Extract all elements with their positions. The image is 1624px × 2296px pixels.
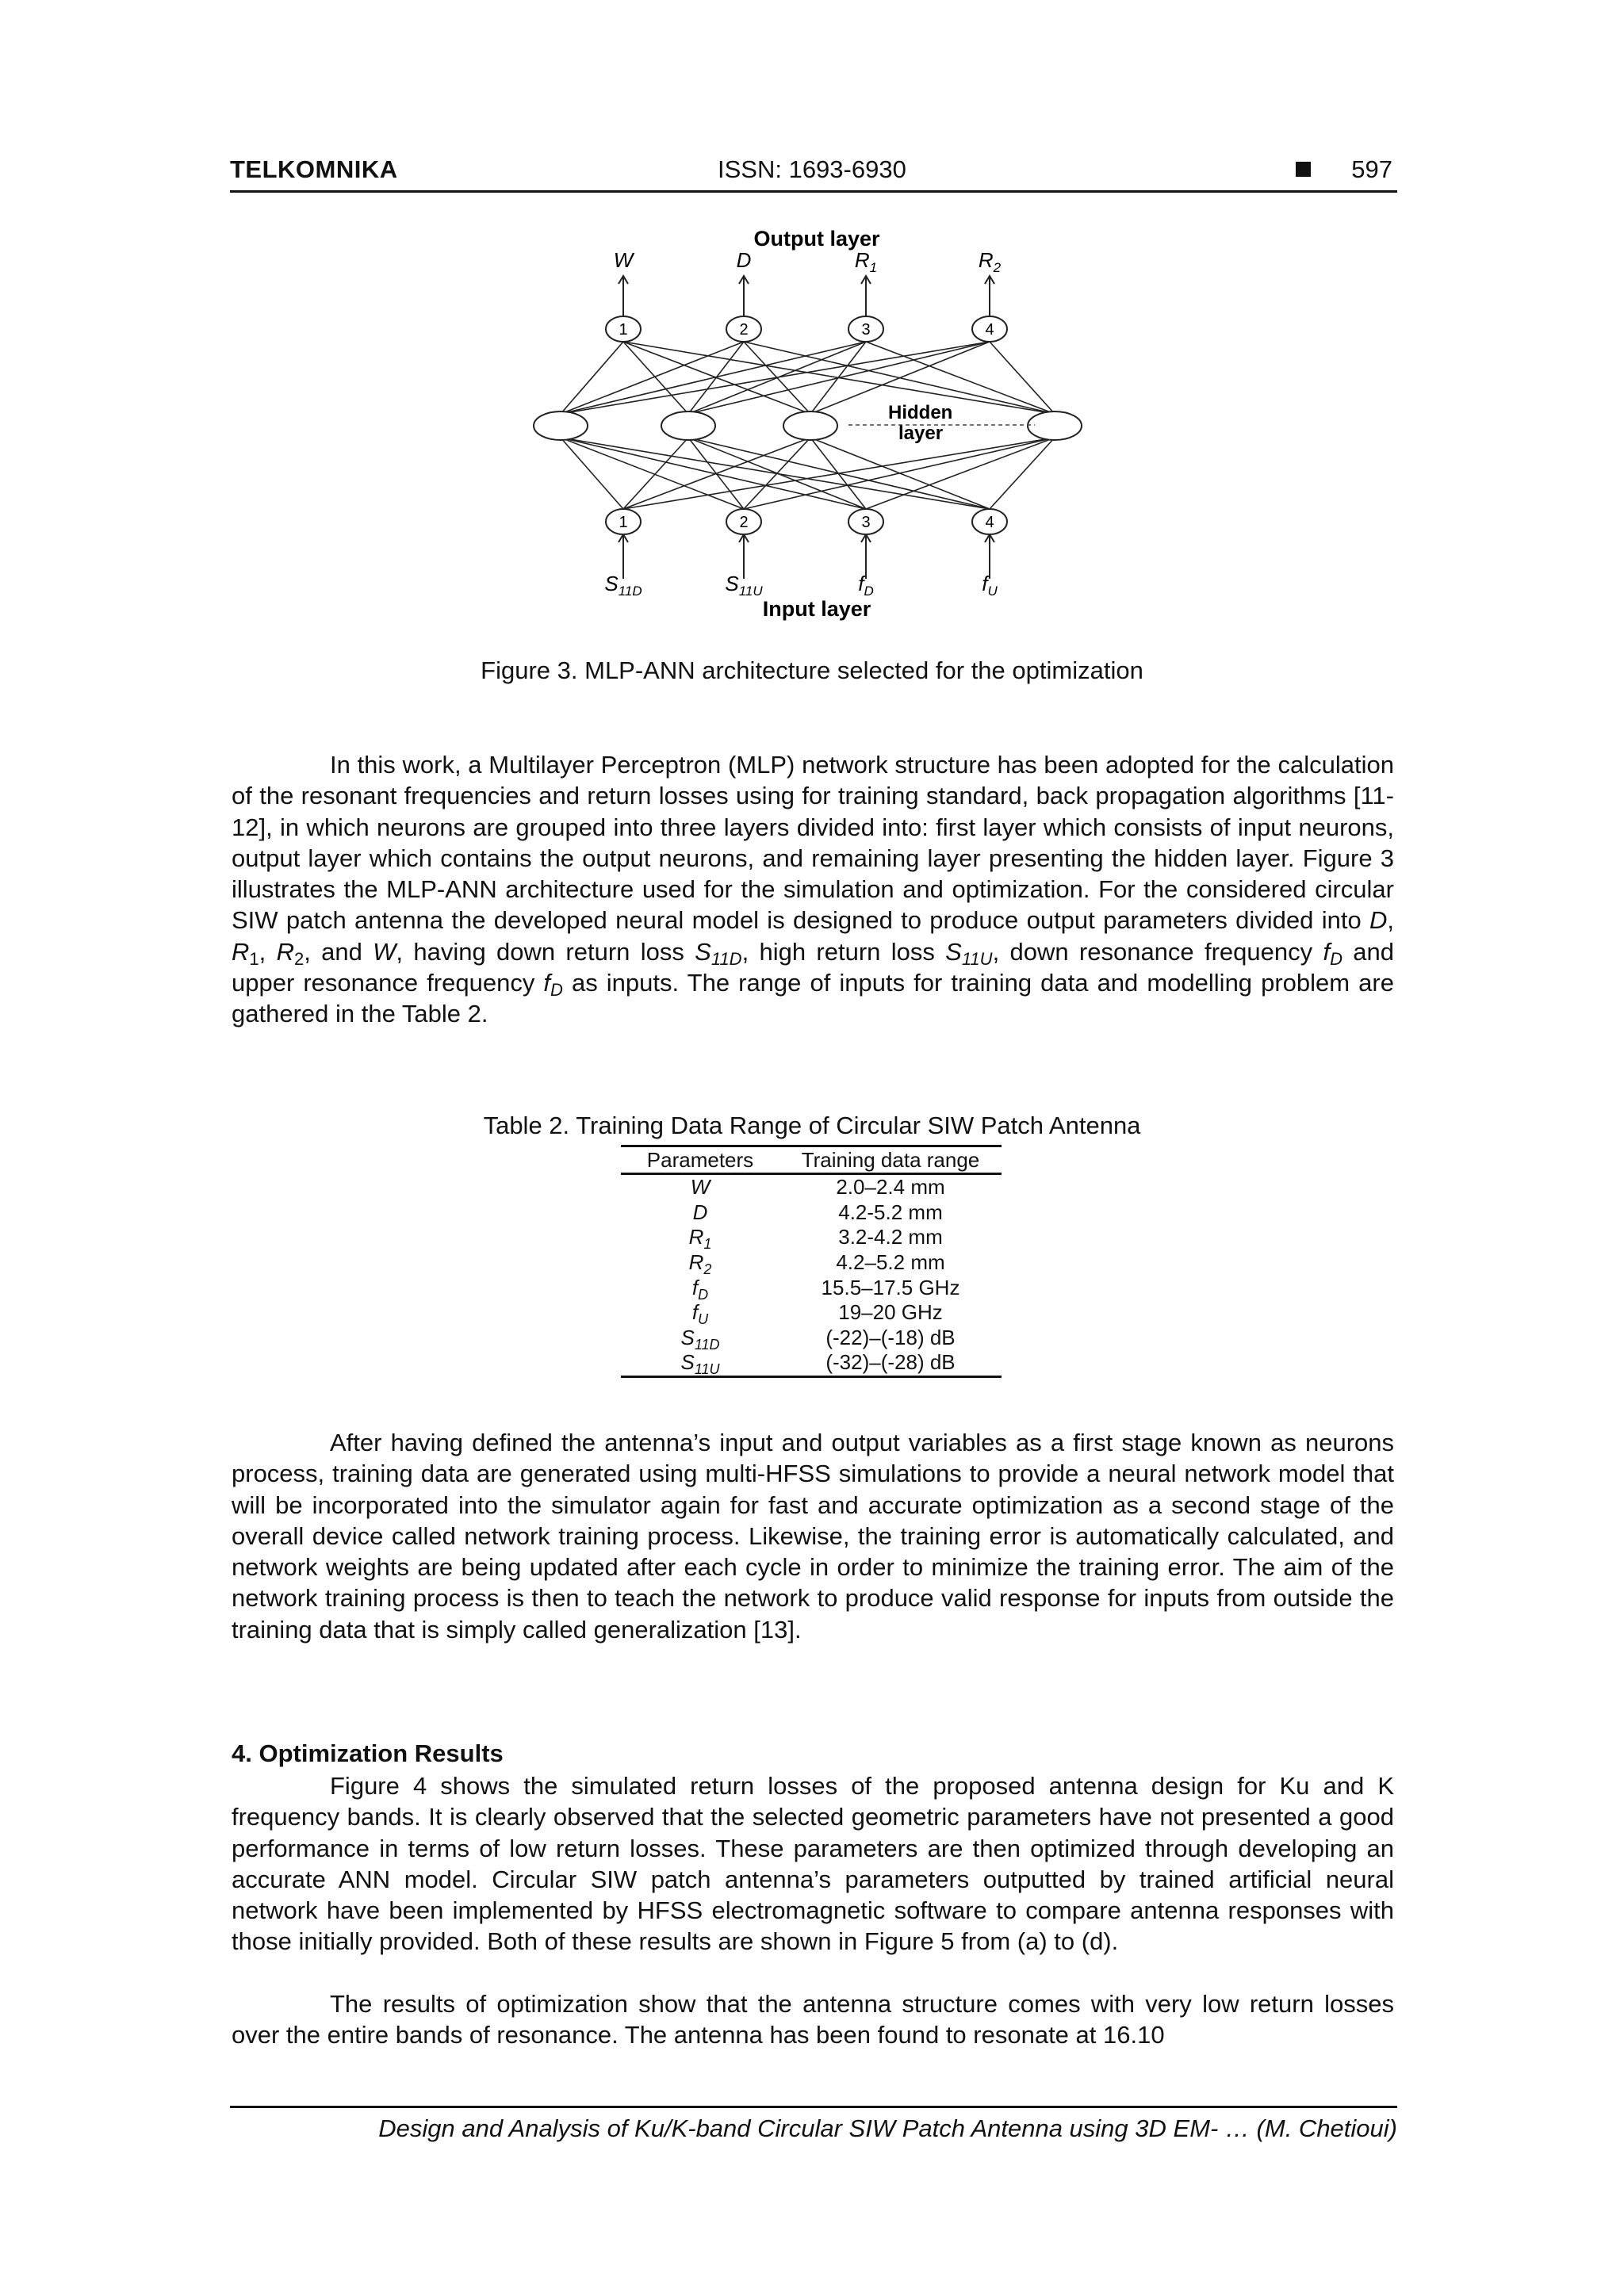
column-header-range: Training data range <box>779 1146 1002 1174</box>
running-footer: Design and Analysis of Ku/K-band Circular SIW Patch Antenna using 3D EM- … (M. Chetioui) <box>230 2106 1397 2143</box>
table-row <box>621 1174 1002 1200</box>
table-row <box>621 1300 1002 1326</box>
range-cell: 4.2-5.2 mm <box>838 1200 943 1224</box>
hidden-neuron <box>661 411 715 440</box>
input-neuron-number: 2 <box>739 514 749 531</box>
input-neuron-number: 4 <box>985 514 994 531</box>
table-header-row <box>621 1146 1002 1174</box>
output-layer-label: Output layer <box>753 227 880 251</box>
table-row <box>621 1200 1002 1226</box>
hidden-neuron <box>534 411 588 440</box>
hidden-neuron <box>1028 411 1082 440</box>
param-cell: W <box>690 1175 710 1200</box>
param-cell: $f_D$ <box>691 1275 709 1303</box>
output-variable-label: $R_1$ <box>854 248 878 275</box>
range-cell: 19–20 GHz <box>838 1300 943 1325</box>
weight-line <box>561 438 990 509</box>
figure-3-caption: Figure 3. MLP-ANN architecture selected for the optimization <box>481 656 1143 684</box>
param-cell: $R_2$ <box>688 1250 712 1278</box>
weight-line <box>990 438 1055 509</box>
table-2-caption: Table 2. Training Data Range of Circular SIW Patch Antenna <box>483 1112 1141 1139</box>
param-cell: D <box>692 1200 708 1224</box>
weight-line <box>744 342 810 414</box>
range-cell: (-32)–(-28) dB <box>779 1350 1002 1376</box>
weight-line <box>744 438 810 509</box>
weight-line <box>744 438 1055 509</box>
paragraph-training-process: After having defined the antenna’s input and output variables as a first stage known as neurons process, training data are generated using multi-HFSS simulations to provide a neural network model that will be incorporated into the simulator again for fast and accurate optimization as a second stage of the overall device called network training process. Likewise, the training error is automatically calculated, and network weights are being updated after each cycle in order to minimize the training error. The aim of the network training process is then to teach the network to produce valid response for inputs from outside the training data that is simply called generalization [13]. <box>232 1429 1394 1644</box>
weight-line <box>561 342 623 414</box>
weight-line <box>623 438 688 509</box>
paragraph-optimization-results-2: The results of optimization show that the antenna structure comes with very low return losses over the entire bands of resonance. The antenna has been found to resonate at 16.10 <box>232 1990 1394 2049</box>
range-cell: (-22)–(-18) dB <box>825 1325 956 1349</box>
weight-line <box>561 438 623 509</box>
section-4-heading: 4. Optimization Results <box>232 1739 504 1767</box>
table-row <box>621 1326 1002 1351</box>
output-variable-label: D <box>736 248 752 272</box>
training-data-table <box>621 1145 1002 1378</box>
weight-line <box>623 342 688 414</box>
running-header <box>230 155 1397 193</box>
output-neuron-number: 1 <box>619 321 628 339</box>
hidden-layer-label-1: Hidden <box>888 402 953 423</box>
param-cell: $f_U$ <box>691 1300 709 1328</box>
para1-text-1: In this work, a Multilayer Perceptron (MLP) network structure has been adopted for the calculation of the resonant frequencies and return losses using for training standard, back propagation algorithms [11-12], in which neurons are grouped into three layers divided into: first layer which consists of input neurons, output layer which contains the output neurons, and remaining layer presenting the hidden layer. Figure 3 illustrates the MLP-ANN architecture used for the simulation and optimization. For the considered circular SIW patch antenna the developed neural model is designed to produce output parameters divided into <box>232 751 1394 935</box>
paragraph-mlp-description: In this work, a Multilayer Perceptron (MLP) network structure has been adopted for the calculation of the resonant frequencies and return losses using for training standard, back propagation algorithms [11-12], in which neurons are grouped into three layers divided into: first layer which consists of input neurons, output layer which contains the output neurons, and remaining layer presenting the hidden layer. Figure 3 illustrates the MLP-ANN architecture used for the simulation and optimization. For the considered circular SIW patch antenna the developed neural model is designed to produce output parameters divided into D, $R_1$, $R_2$, and W, having down return loss $S_{11D}$, high return loss $S_{11U}$, down resonance frequency $f_D$ and upper resonance frequency $f_D$ as inputs. The range of inputs for training data and modelling problem are gathered in the Table 2. <box>232 751 1394 1028</box>
param-cell: $S_{11U}$ <box>621 1350 779 1376</box>
column-header-parameters: Parameters <box>621 1146 779 1174</box>
output-neuron-number: 2 <box>739 321 749 339</box>
input-neuron-number: 1 <box>619 514 628 531</box>
range-cell: 3.2-4.2 mm <box>838 1225 943 1249</box>
weight-line <box>990 342 1055 414</box>
paragraph-optimization-results: Figure 4 shows the simulated return losses of the proposed antenna design for Ku and K frequency bands. It is clearly observed that the selected geometric parameters have not presented a good performance in terms of low return losses. These parameters are then optimized through developing an accurate ANN model. Circular SIW patch antenna’s parameters outputted by trained artificial neural network have been implemented by HFSS electromagnetic software to compare antenna responses with those initially provided. Both of these results are shown in Figure 5 from (a) to (d). <box>232 1772 1394 1956</box>
param-cell: $R_1$ <box>688 1225 712 1253</box>
output-neuron-number: 3 <box>861 321 871 339</box>
page-number: 597 <box>1351 155 1392 183</box>
output-variable-label: $R_2$ <box>978 248 1002 275</box>
weight-line <box>866 438 1055 509</box>
range-cell: 2.0–2.4 mm <box>836 1175 945 1200</box>
table-row <box>621 1225 1002 1250</box>
mlp-ann-diagram <box>515 222 1118 626</box>
range-cell: 4.2–5.2 mm <box>836 1250 945 1275</box>
table-row <box>621 1250 1002 1276</box>
hidden-layer-label-2: layer <box>898 423 944 444</box>
hidden-neuron <box>783 411 837 440</box>
input-variable-label: $f_D$ <box>858 572 874 599</box>
table-row <box>621 1350 1002 1376</box>
range-cell: 15.5–17.5 GHz <box>821 1275 960 1299</box>
param-cell: $S_{11D}$ <box>680 1325 720 1353</box>
table-row <box>621 1275 1002 1300</box>
input-variable-label: $f_U$ <box>982 572 998 599</box>
issn: ISSN: 1693-6930 <box>718 155 906 183</box>
input-variable-label: $S_{11D}$ <box>604 572 642 599</box>
output-neuron-number: 4 <box>985 321 994 339</box>
journal-name: TELKOMNIKA <box>230 155 398 183</box>
input-neuron-number: 3 <box>861 514 871 531</box>
bullet-square-icon <box>1296 162 1311 177</box>
input-variable-label: $S_{11U}$ <box>725 572 763 599</box>
output-variable-label: W <box>613 248 634 272</box>
input-layer-label: Input layer <box>762 597 871 621</box>
